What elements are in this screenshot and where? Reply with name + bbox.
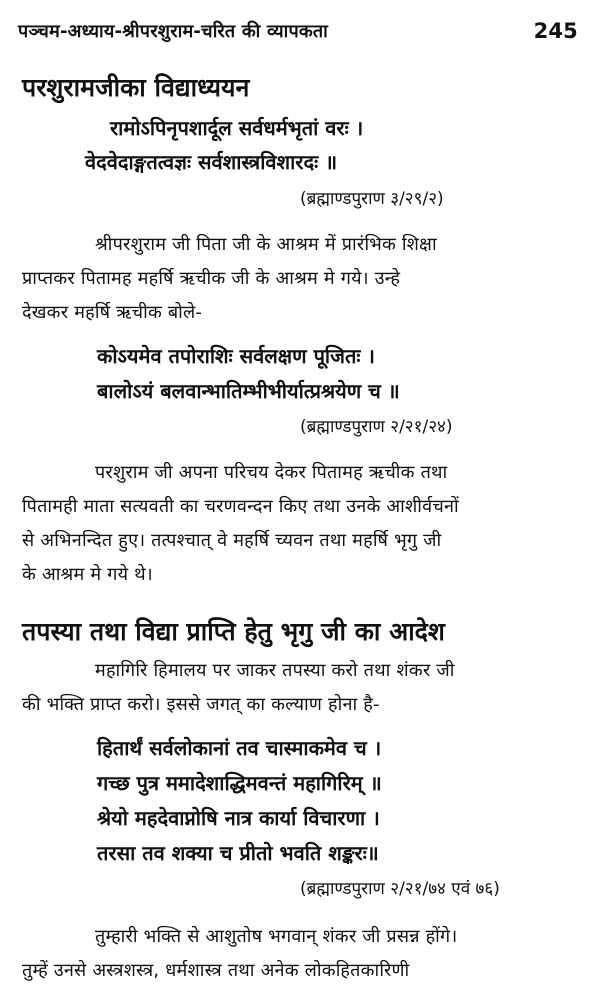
running-header <box>18 10 578 52</box>
verse-line: गच्छ पुत्र ममादेशाद्धिमवन्तं महागिरिम् ॥ <box>97 771 382 795</box>
paragraph-line: देखकर महर्षि ऋचीक बोले- <box>22 302 203 323</box>
citation: (ब्रह्माण्डपुराण २/२१/७४ एवं ७६) <box>300 879 500 899</box>
citation: (ब्रह्माण्डपुराण २/२१/२४) <box>300 417 453 437</box>
paragraph-line: महागिरि हिमालय पर जाकर तपस्या करो तथा शंकर जी <box>95 660 455 681</box>
citation: (ब्रह्माण्डपुराण ३/२९/२) <box>300 189 444 209</box>
paragraph-line: तुम्हारी भक्ति से आशुतोष भगवान् शंकर जी प्रसन्न होंगे। <box>95 926 458 947</box>
verse-line: श्रेयो महदेवाप्नोषि नात्र कार्या विचारणा । <box>97 806 380 830</box>
paragraph-line: तुम्हें उनसे अस्त्रशस्त्र, धर्मशास्त्र तथा अनेक लोकहितकारिणी <box>22 960 410 981</box>
paragraph-line: की भक्ति प्राप्त करो। इससे जगत् का कल्याण होना है- <box>22 694 380 715</box>
verse-line: तरसा तव शक्या च प्रीतो भवति शङ्करः॥ <box>97 841 379 865</box>
page-number: 245 <box>533 19 578 43</box>
chapter-title: पञ्चम-अध्याय-श्रीपरशुराम-चरित की व्यापकता <box>18 21 329 42</box>
paragraph-line: श्रीपरशुराम जी पिता जी के आश्रम में प्रारंभिक शिक्षा <box>95 234 437 255</box>
verse-line: रामोऽपिनृपशार्दूल सर्वधर्मभृतां वरः । <box>110 116 364 140</box>
paragraph-line: से अभिनन्दित हुए। तत्पश्चात् वे महर्षि च्यवन तथा महर्षि भृगु जी <box>22 530 442 551</box>
verse-line: बालोऽयं बलवान्भातिम्भीभीर्यात्प्रश्रयेण च ॥ <box>97 379 400 403</box>
section-heading: तपस्या तथा विद्या प्राप्ति हेतु भृगु जी का आदेश <box>22 617 445 646</box>
paragraph-line: पितामही माता सत्यवती का चरणवन्दन किए तथा उनके आशीर्वचनों <box>22 496 459 517</box>
verse-line: हितार्थं सर्वलोकानां तव चास्माकमेव च । <box>97 736 382 760</box>
paragraph-line: के आश्रम मे गये थे। <box>22 564 153 585</box>
paragraph-line: परशुराम जी अपना परिचय देकर पितामह ऋचीक तथा <box>95 462 448 483</box>
verse-line: कोऽयमेव तपोराशिः सर्वलक्षण पूजितः । <box>97 344 375 368</box>
paragraph-line: प्राप्तकर पितामह महर्षि ऋचीक जी के आश्रम मे गये। उन्हे <box>22 268 401 289</box>
verse-line: वेदवेदाङ्गतत्वज्ञः सर्वशास्त्रविशारदः ॥ <box>85 150 338 174</box>
section-heading: परशुरामजीका विद्याध्ययन <box>22 73 250 102</box>
